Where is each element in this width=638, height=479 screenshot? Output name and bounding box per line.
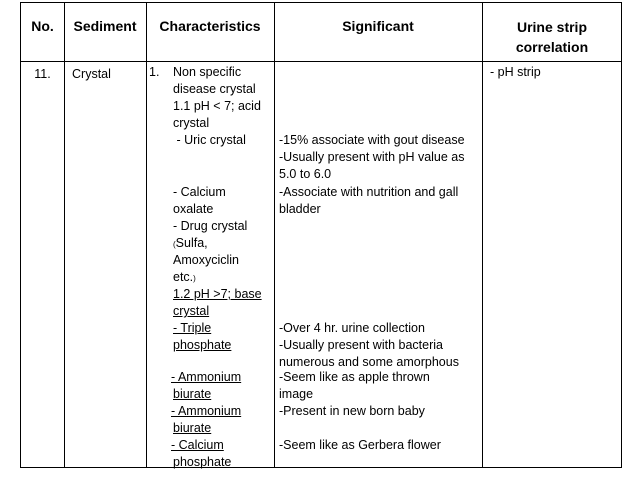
- header-significant: Significant: [342, 18, 414, 34]
- significant-line: -15% associate with gout disease: [279, 133, 465, 147]
- characteristics-cell: [146, 3, 274, 467]
- close-paren: ): [193, 274, 196, 283]
- column-divider: [482, 3, 483, 467]
- characteristics-line: phosphate: [173, 338, 232, 352]
- characteristics-line: oxalate: [173, 202, 214, 216]
- significant-line: 5.0 to 6.0: [279, 167, 332, 181]
- significant-line: image: [279, 387, 314, 401]
- characteristics-line: - Ammonium: [171, 370, 242, 384]
- significant-line: -Usually present with pH value as: [279, 150, 465, 164]
- significant-line: -Seem like as Gerbera flower: [279, 438, 441, 452]
- characteristics-line: crystal: [173, 304, 210, 318]
- header-characteristics: Characteristics: [159, 18, 261, 34]
- header-urine-strip-line1: Urine strip: [516, 19, 587, 35]
- characteristics-line: biurate: [173, 421, 212, 435]
- characteristics-line: - Uric crystal: [173, 133, 246, 147]
- characteristics-line: Non specific: [173, 65, 242, 79]
- row-sediment: Crystal: [72, 67, 111, 81]
- significant-line: numerous and some amorphous: [279, 355, 459, 369]
- etc-text: etc.: [173, 270, 194, 284]
- header-urine-strip-line2: correlation: [515, 39, 589, 55]
- characteristics-line: 1.2 pH >7; base: [173, 287, 262, 301]
- header-sediment: Sediment: [73, 18, 137, 34]
- significant-cell: [274, 3, 482, 467]
- characteristics-line: phosphate: [173, 455, 232, 469]
- characteristics-line: 1.1 pH < 7; acid: [173, 99, 261, 113]
- header-no: No.: [31, 18, 54, 34]
- urine-strip-value: - pH strip: [490, 65, 541, 79]
- open-paren: (: [173, 240, 176, 249]
- characteristics-line: biurate: [173, 387, 212, 401]
- characteristics-line: - Ammonium: [171, 404, 242, 418]
- sulfa-text: Sulfa,: [175, 236, 208, 250]
- column-divider: [64, 3, 65, 467]
- characteristics-line: - Calcium: [173, 185, 226, 199]
- significant-line: -Present in new born baby: [279, 404, 425, 418]
- significant-line: -Seem like as apple thrown: [279, 370, 430, 384]
- characteristics-line: [173, 235, 208, 253]
- significant-line: bladder: [279, 202, 321, 216]
- row-no: 11.: [34, 67, 51, 81]
- characteristics-line: disease crystal: [173, 82, 256, 96]
- characteristics-line: crystal: [173, 116, 210, 130]
- characteristics-line: - Triple: [173, 321, 212, 335]
- header-urine-strip: [482, 17, 622, 57]
- characteristics-line: - Drug crystal: [173, 219, 248, 233]
- sediment-table: [20, 2, 622, 468]
- significant-line: -Over 4 hr. urine collection: [279, 321, 425, 335]
- significant-line: -Usually present with bacteria: [279, 338, 443, 352]
- characteristics-line: - Calcium: [171, 438, 224, 452]
- characteristics-line: Amoxyciclin: [173, 253, 239, 267]
- characteristics-item-number: 1.: [149, 65, 160, 79]
- significant-line: -Associate with nutrition and gall: [279, 185, 459, 199]
- characteristics-line: [173, 269, 196, 287]
